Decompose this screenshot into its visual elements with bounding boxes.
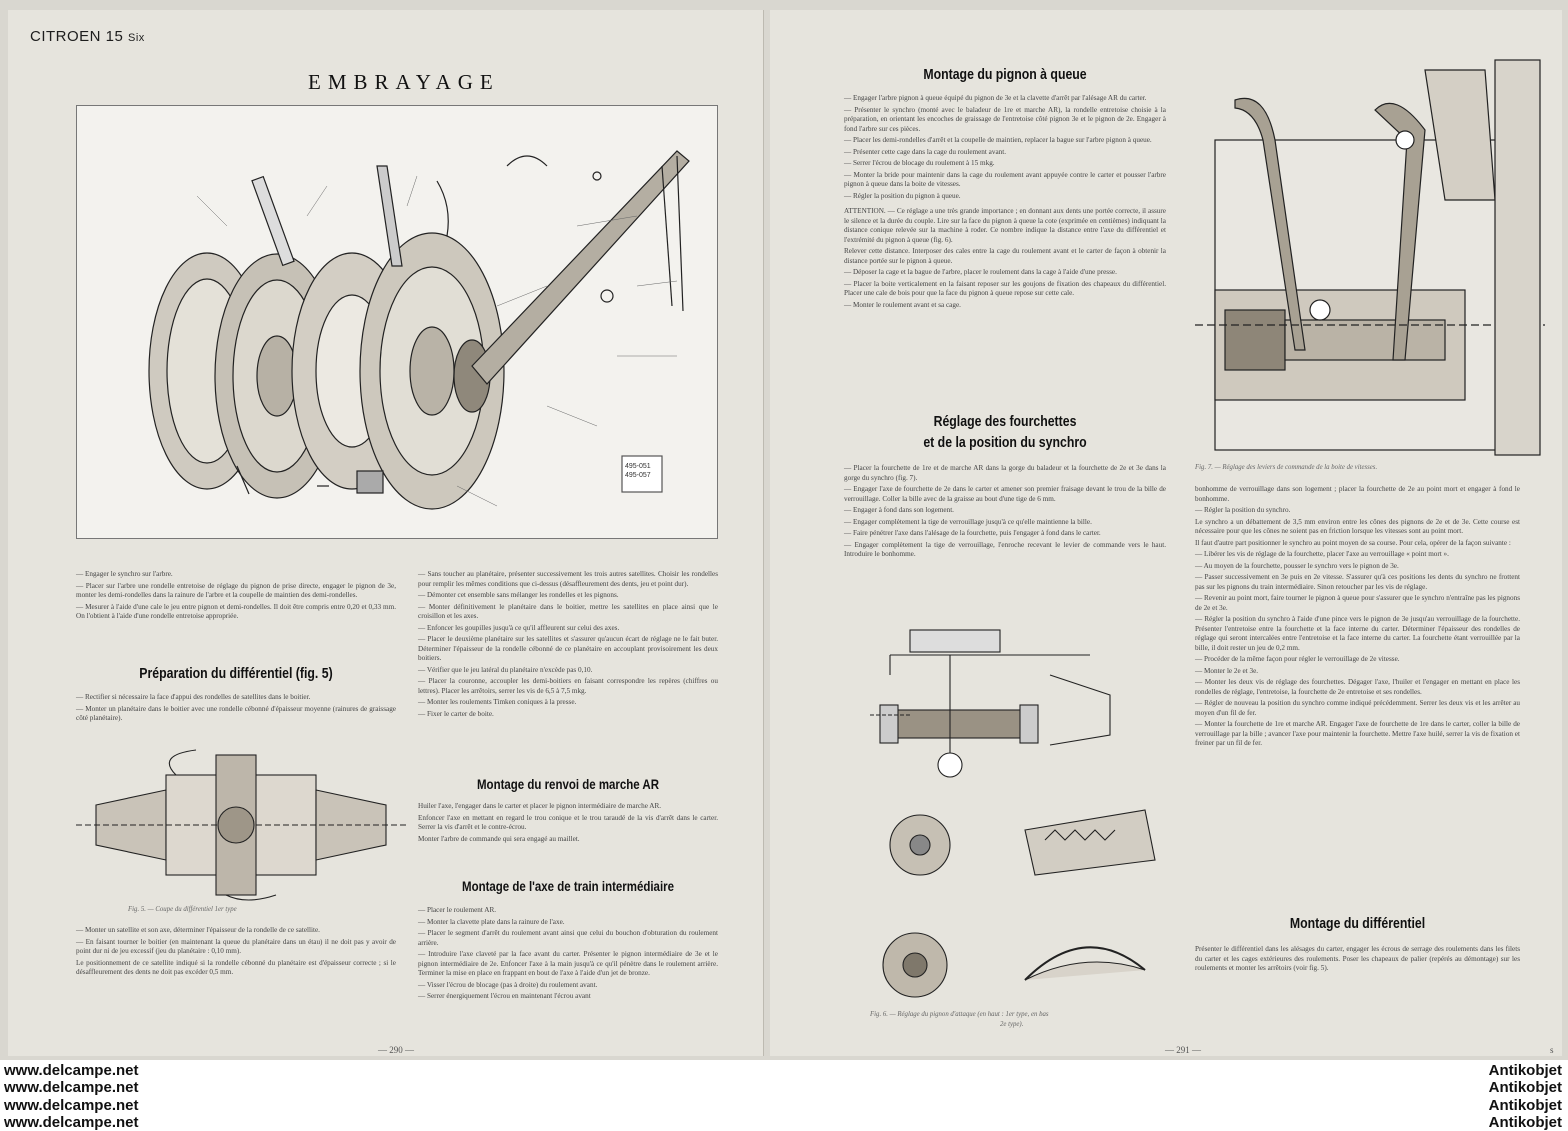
paragraph: — Régler la position du pignon à queue. — [844, 191, 961, 200]
paragraph: Huiler l'axe, l'engager dans le carter et placer le pignon intermédiaire de marche AR. — [418, 802, 662, 810]
paragraph: — Monter les roulements Timken coniques à la presse. — [418, 698, 577, 706]
paragraph: — Engager complètement la tige de verrouillage, l'enroche recevant le levier de commande vers le haut. Introduire le bonhomme. — [844, 540, 1166, 558]
right-page — [770, 10, 1562, 1056]
watermark-line: Antikobjet — [1488, 1079, 1562, 1097]
fig6-caption-1: Fig. 6. — Réglage du pignon d'attaque (en haut : 1er type, en bas — [870, 1011, 1049, 1018]
left-col2-block3 — [418, 906, 718, 1004]
paragraph: — Engager l'axe de fourchette de 2e dans le carter et amener son premier fraisage devant le trou de la bille de verrouillage. Coller la bille avec de la graisse au bout d'une tige de 6 mm. — [844, 485, 1166, 503]
paragraph: — Mesurer à l'aide d'une cale le jeu entre pignon et demi-rondelles. Il doit être compris entre 0,20 et 0,33 mm. On l'obtient à l'aide d'une rondelle entretoise appropriée. — [76, 602, 396, 620]
paragraph: — Vérifier que le jeu latéral du planétaire n'excède pas 0,10. — [418, 665, 593, 674]
paragraph: — Monter les deux vis de réglage des fourchettes. Dégager l'axe, l'huiler et l'engager en mettant en place les rondelles de réglage, l'entretoise, la fourchette de 2e entretoise et ses rondelles. — [1195, 678, 1520, 696]
paragraph: — Monter la fourchette de 1re et marche AR. Engager l'axe de fourchette de 1re dans le carter, coller la bille de verrouillage par la bille ; avancer l'axe pour maintenir la fourchette. Mettre l'axe huilé, serrer la vis de fixation et freiner par un fil de fer. — [1195, 720, 1520, 747]
heading-axe-train-intermediaire: Montage de l'axe de train intermédiaire — [462, 878, 674, 894]
paragraph: — Placer la boite verticalement en la faisant reposer sur les goujons de fixation des chapeaux du différentiel. Placer une cale de bois pour que la face du pignon à queue repose sur cette cale. — [844, 279, 1166, 297]
right-col1-block1 — [844, 94, 1166, 312]
paragraph: — Présenter le synchro (monté avec le baladeur de 1re et marche AR), la rondelle entretoise choisie à la préparation, en orientant les encoches de graissage de l'entretoise côté pignon 3e et le pignon de 2e. Engager à fond l'arbre sur ces pièces. — [844, 105, 1166, 133]
watermark-antikobjet — [1489, 1062, 1562, 1131]
paragraph: — Libérer les vis de réglage de la fourchette, placer l'axe au verrouillage « point mort ». — [1195, 550, 1449, 558]
page-number: — 291 — — [1165, 1045, 1201, 1055]
paragraph: — Placer la fourchette de 1re et de marche AR dans la gorge du baladeur et la fourchette de 2e et 3e dans la gorge du synchro (fig. 7). — [844, 464, 1166, 482]
paragraph: — Engager le synchro sur l'arbre. — [76, 570, 173, 578]
paragraph: — Serrer énergiquement l'écrou en maintenant l'écrou avant — [418, 992, 591, 1000]
paragraph: — En faisant tourner le boitier (en maintenant la queue du planétaire dans un étau) il ne doit pas y avoir de point dur ni de jeu excessif (jeu du planétaire : 0,10 mm). — [76, 937, 396, 955]
left-col2-block2 — [418, 802, 718, 846]
heading-reglage-fourchettes-2: et de la position du synchro — [923, 434, 1087, 451]
watermark-strip — [0, 1062, 1568, 1131]
clutch-exploded-diagram — [76, 105, 718, 539]
fig5-caption: Fig. 5. — Coupe du différentiel 1er type — [128, 906, 237, 913]
paragraph: — Régler la position du synchro à l'aide d'une pince vers le pignon de 3e jusqu'au verrouillage de la fourchette. Présenter l'entretoise entre la fourchette et la face interne du carter. Déterminer l'épaisseur des rondelles de réglage qui seront intercalées entre l'entretoise et la face interne du carter. La fourchette étant verrouillée par la bille, il doit rester un jeu de 0,2 mm. — [1195, 615, 1520, 652]
paragraph: — Placer le roulement AR. — [418, 906, 497, 914]
paragraph: — Présenter cette cage dans la cage du roulement avant. — [844, 147, 1007, 156]
paragraph: — Monter définitivement le planétaire dans le boitier, mettre les satellites en place ainsi que le croisillon et les axes. — [418, 602, 718, 620]
running-head — [30, 28, 145, 45]
paragraph: — Placer le deuxième planétaire sur les satellites et s'assurer qu'aucun écart de réglage ne le fait buter. Déterminer l'épaisseur de la rondelle cébonné de ce planétaire en accouplant provisoirement les deux boitiers. — [418, 635, 718, 662]
paragraph: Monter l'arbre de commande qui sera engagé au maillet. — [418, 834, 580, 843]
paragraph: — Serrer l'écrou de blocage du roulement à 15 mkg. — [844, 159, 995, 167]
paragraph: — Monter le roulement avant et sa cage. — [844, 300, 961, 309]
watermark-line: www.delcampe.net — [4, 1096, 139, 1114]
paragraph: — Procéder de la même façon pour régler le verrouillage de 2e vitesse. — [1195, 655, 1400, 663]
paragraph: — Placer sur l'arbre une rondelle entretoise de réglage du pignon de prise directe, engager le pignon de 3e, monter les demi-rondelles dans la rainure de l'arbre et la coupelle de maintien des demi-rondelles. — [76, 581, 396, 599]
paragraph: ATTENTION. — Ce réglage a une très grande importance ; en donnant aux dents une portée correcte, il assure le silence et la durée du couple. Lire sur la face du pignon à queue la cote (exprimée en centièmes) indiquant la distance conique relevée sur la machine à roder. Ce nombre indique la distance entre l'axe du différentiel et l'extrémité du pignon à queue (fig. 6). — [844, 207, 1166, 244]
clutch-exploded-drawing — [77, 106, 717, 538]
right-col2-block2 — [1195, 945, 1520, 976]
watermark-line: Antikobjet — [1488, 1113, 1562, 1131]
paragraph: Il faut d'autre part positionner le synchro au point moyen de sa course. Pour cela, opérer de la façon suivante : — [1195, 538, 1511, 547]
differential-cross-section-figure — [76, 745, 406, 905]
paragraph: — Engager à fond dans son logement. — [844, 506, 954, 514]
watermark-line: www.delcampe.net — [4, 1079, 139, 1097]
pinion-gauge-figure — [870, 615, 1120, 785]
diagram-code: 495-051 495-057 — [625, 463, 651, 479]
watermark-delcampe — [4, 1062, 138, 1131]
running-head-text: CITROEN 15 — [30, 28, 124, 45]
page-number: — 290 — — [378, 1045, 414, 1055]
fig7-caption: Fig. 7. — Réglage des leviers de commande de la boite de vitesses. — [1195, 464, 1378, 471]
heading-montage-differentiel: Montage du différentiel — [1289, 915, 1426, 932]
paragraph: Enfoncer l'axe en mettant en regard le trou conique et le trou taraudé de la vis d'arrêt dans le carter. Serrer la vis d'arrêt et le contre-écrou. — [418, 813, 718, 831]
paragraph: — Au moyen de la fourchette, pousser le synchro vers le pignon de 3e. — [1195, 561, 1399, 570]
heading-preparation-differentiel: Préparation du différentiel (fig. 5) — [139, 665, 333, 682]
left-col1-block1 — [76, 570, 396, 624]
paragraph: — Fixer le carter de boite. — [418, 709, 494, 718]
paragraph: — Démonter cet ensemble sans mélanger les rondelles et les pignons. — [418, 591, 619, 599]
paragraph: — Monter le 2e et 3e. — [1195, 666, 1259, 675]
right-col2-block1 — [1195, 485, 1520, 751]
right-col1-block2 — [844, 464, 1166, 562]
paragraph: — Introduire l'axe claveté par la face avant du carter. Présenter le pignon intermédiaire de 3e et le pignon intermédiaire de 2e. Enfoncer l'axe à la main jusqu'à ce qu'il pénètre dans le roulement arrière. Terminer la mise en place en frappant en bout de l'axe à l'aide d'un jet de bronze. — [418, 950, 718, 977]
heading-renvoi-marche-ar: Montage du renvoi de marche AR — [476, 776, 660, 792]
fig6-caption-2: 2e type). — [1000, 1021, 1024, 1028]
paragraph: bonhomme de verrouillage dans son logement ; placer la fourchette de 2e au point mort et engager à fond le bonhomme. — [1195, 485, 1520, 503]
heading-montage-pignon-queue: Montage du pignon à queue — [923, 66, 1087, 83]
paragraph: — Monter la clavette plate dans la rainure de l'axe. — [418, 917, 565, 926]
section-title: EMBRAYAGE — [308, 70, 500, 94]
paragraph: — Monter un satellite et son axe, déterminer l'épaisseur de la rondelle de ce satellite. — [76, 926, 320, 934]
paragraph: — Rectifier si nécessaire la face d'appui des rondelles de satellites dans le boitier. — [76, 693, 311, 701]
paragraph: Le synchro a un débattement de 3,5 mm environ entre les cônes des pignons de 2e et de 3e. Cette course est nécessaire pour que les cônes ne soient pas en friction lorsque les vitesses sont au point mort. — [1195, 517, 1520, 535]
paragraph: — Régler de nouveau la position du synchro comme indiqué précédemment. Serrer les deux vis et les arrêter au moyen d'un fil de fer. — [1195, 699, 1520, 717]
paragraph: — Passer successivement en 3e puis en 2e vitesse. S'assurer qu'à ces positions les dents du synchro ne frottent pas sur les pignons du train intermédiaire. Sinon retoucher par les vis de réglage. — [1195, 573, 1520, 591]
paragraph: — Engager l'arbre pignon à queue équipé du pignon de 3e et la clavette d'arrêt par l'alésage AR du carter. — [844, 94, 1147, 102]
paragraph: — Faire pénétrer l'axe dans l'alésage de la fourchette, puis l'engager à fond dans le carter. — [844, 529, 1101, 537]
paragraph: — Placer la couronne, accoupler les demi-boitiers en faisant correspondre les repères (chiffres ou lettres). Placer les arrêtoirs, serrer les vis de 6,5 à 7,5 mkg. — [418, 677, 718, 695]
left-col1-block3 — [76, 926, 396, 980]
paragraph: Le positionnement de ce satellite indiqué si la rondelle cébonné du planétaire est d'épaisseur correcte ; si le désaffleurement des dents ne doit pas excéder 0,5 mm. — [76, 958, 396, 976]
paragraph: — Sans toucher au planétaire, présenter successivement les trois autres satellites. Choisir les rondelles pour remplir les mêmes conditions que ci-dessus (désaffleurement des dents, jeu et point dur). — [418, 570, 718, 588]
left-col1-block2 — [76, 693, 396, 726]
watermark-line: Antikobjet — [1488, 1062, 1562, 1079]
left-col2-block1 — [418, 570, 718, 721]
gearbox-levers-figure — [1195, 50, 1545, 460]
paragraph: — Déposer la cage et la bague de l'arbre, placer le roulement dans la cage à l'aide d'une presse. — [844, 268, 1117, 276]
paragraph: — Monter la bride pour maintenir dans la cage du roulement avant appuyée contre le carter et pousser l'arbre pignon à queue dans la boite de vitesses. — [844, 170, 1166, 188]
corner-mark: s — [1550, 1045, 1554, 1055]
pinion-gears-figure — [875, 800, 1165, 1010]
paragraph: — Engager complètement la tige de verrouillage jusqu'à ce qu'elle maintienne la bille. — [844, 517, 1092, 526]
paragraph: Relever cette distance. Interposer des cales entre la cage du roulement avant et le carter de façon à obtenir la distance portée sur le pignon à queue. — [844, 247, 1166, 265]
paragraph: — Placer le segment d'arrêt du roulement avant ainsi que celui du bouchon d'obturation du roulement arrière. — [418, 929, 718, 947]
paragraph: — Revenir au point mort, faire tourner le pignon à queue pour s'assurer que le synchro n'entraîne pas les pignons de 2e et 3e. — [1195, 594, 1520, 612]
paragraph: — Enfoncer les goupilles jusqu'à ce qu'il affleurent sur celui des axes. — [418, 623, 620, 632]
paragraph: — Placer les demi-rondelles d'arrêt et la coupelle de maintien, replacer la bague sur l'arbre pignon à queue. — [844, 136, 1152, 144]
paragraph: — Régler la position du synchro. — [1195, 506, 1291, 514]
watermark-line: www.delcampe.net — [4, 1113, 139, 1131]
paragraph: Présenter le différentiel dans les alésages du carter, engager les écrous de serrage des roulements dans les filets du carter et les cages extérieures des roulements. Poser les chapeaux de palier (repérés au démontage) sur les roulements et monter les arrêtoirs (voir fig. 5). — [1195, 945, 1520, 972]
heading-reglage-fourchettes-1: Réglage des fourchettes — [933, 413, 1077, 430]
watermark-line: Antikobjet — [1488, 1096, 1562, 1114]
paragraph: — Monter un planétaire dans le boitier avec une rondelle cébonné d'épaisseur moyenne (rainures de graissage côté planétaire). — [76, 704, 396, 722]
left-page — [8, 10, 764, 1056]
running-head-small: Six — [128, 32, 145, 44]
watermark-line: www.delcampe.net — [4, 1062, 139, 1079]
paragraph: — Visser l'écrou de blocage (pas à droite) du roulement avant. — [418, 980, 598, 989]
